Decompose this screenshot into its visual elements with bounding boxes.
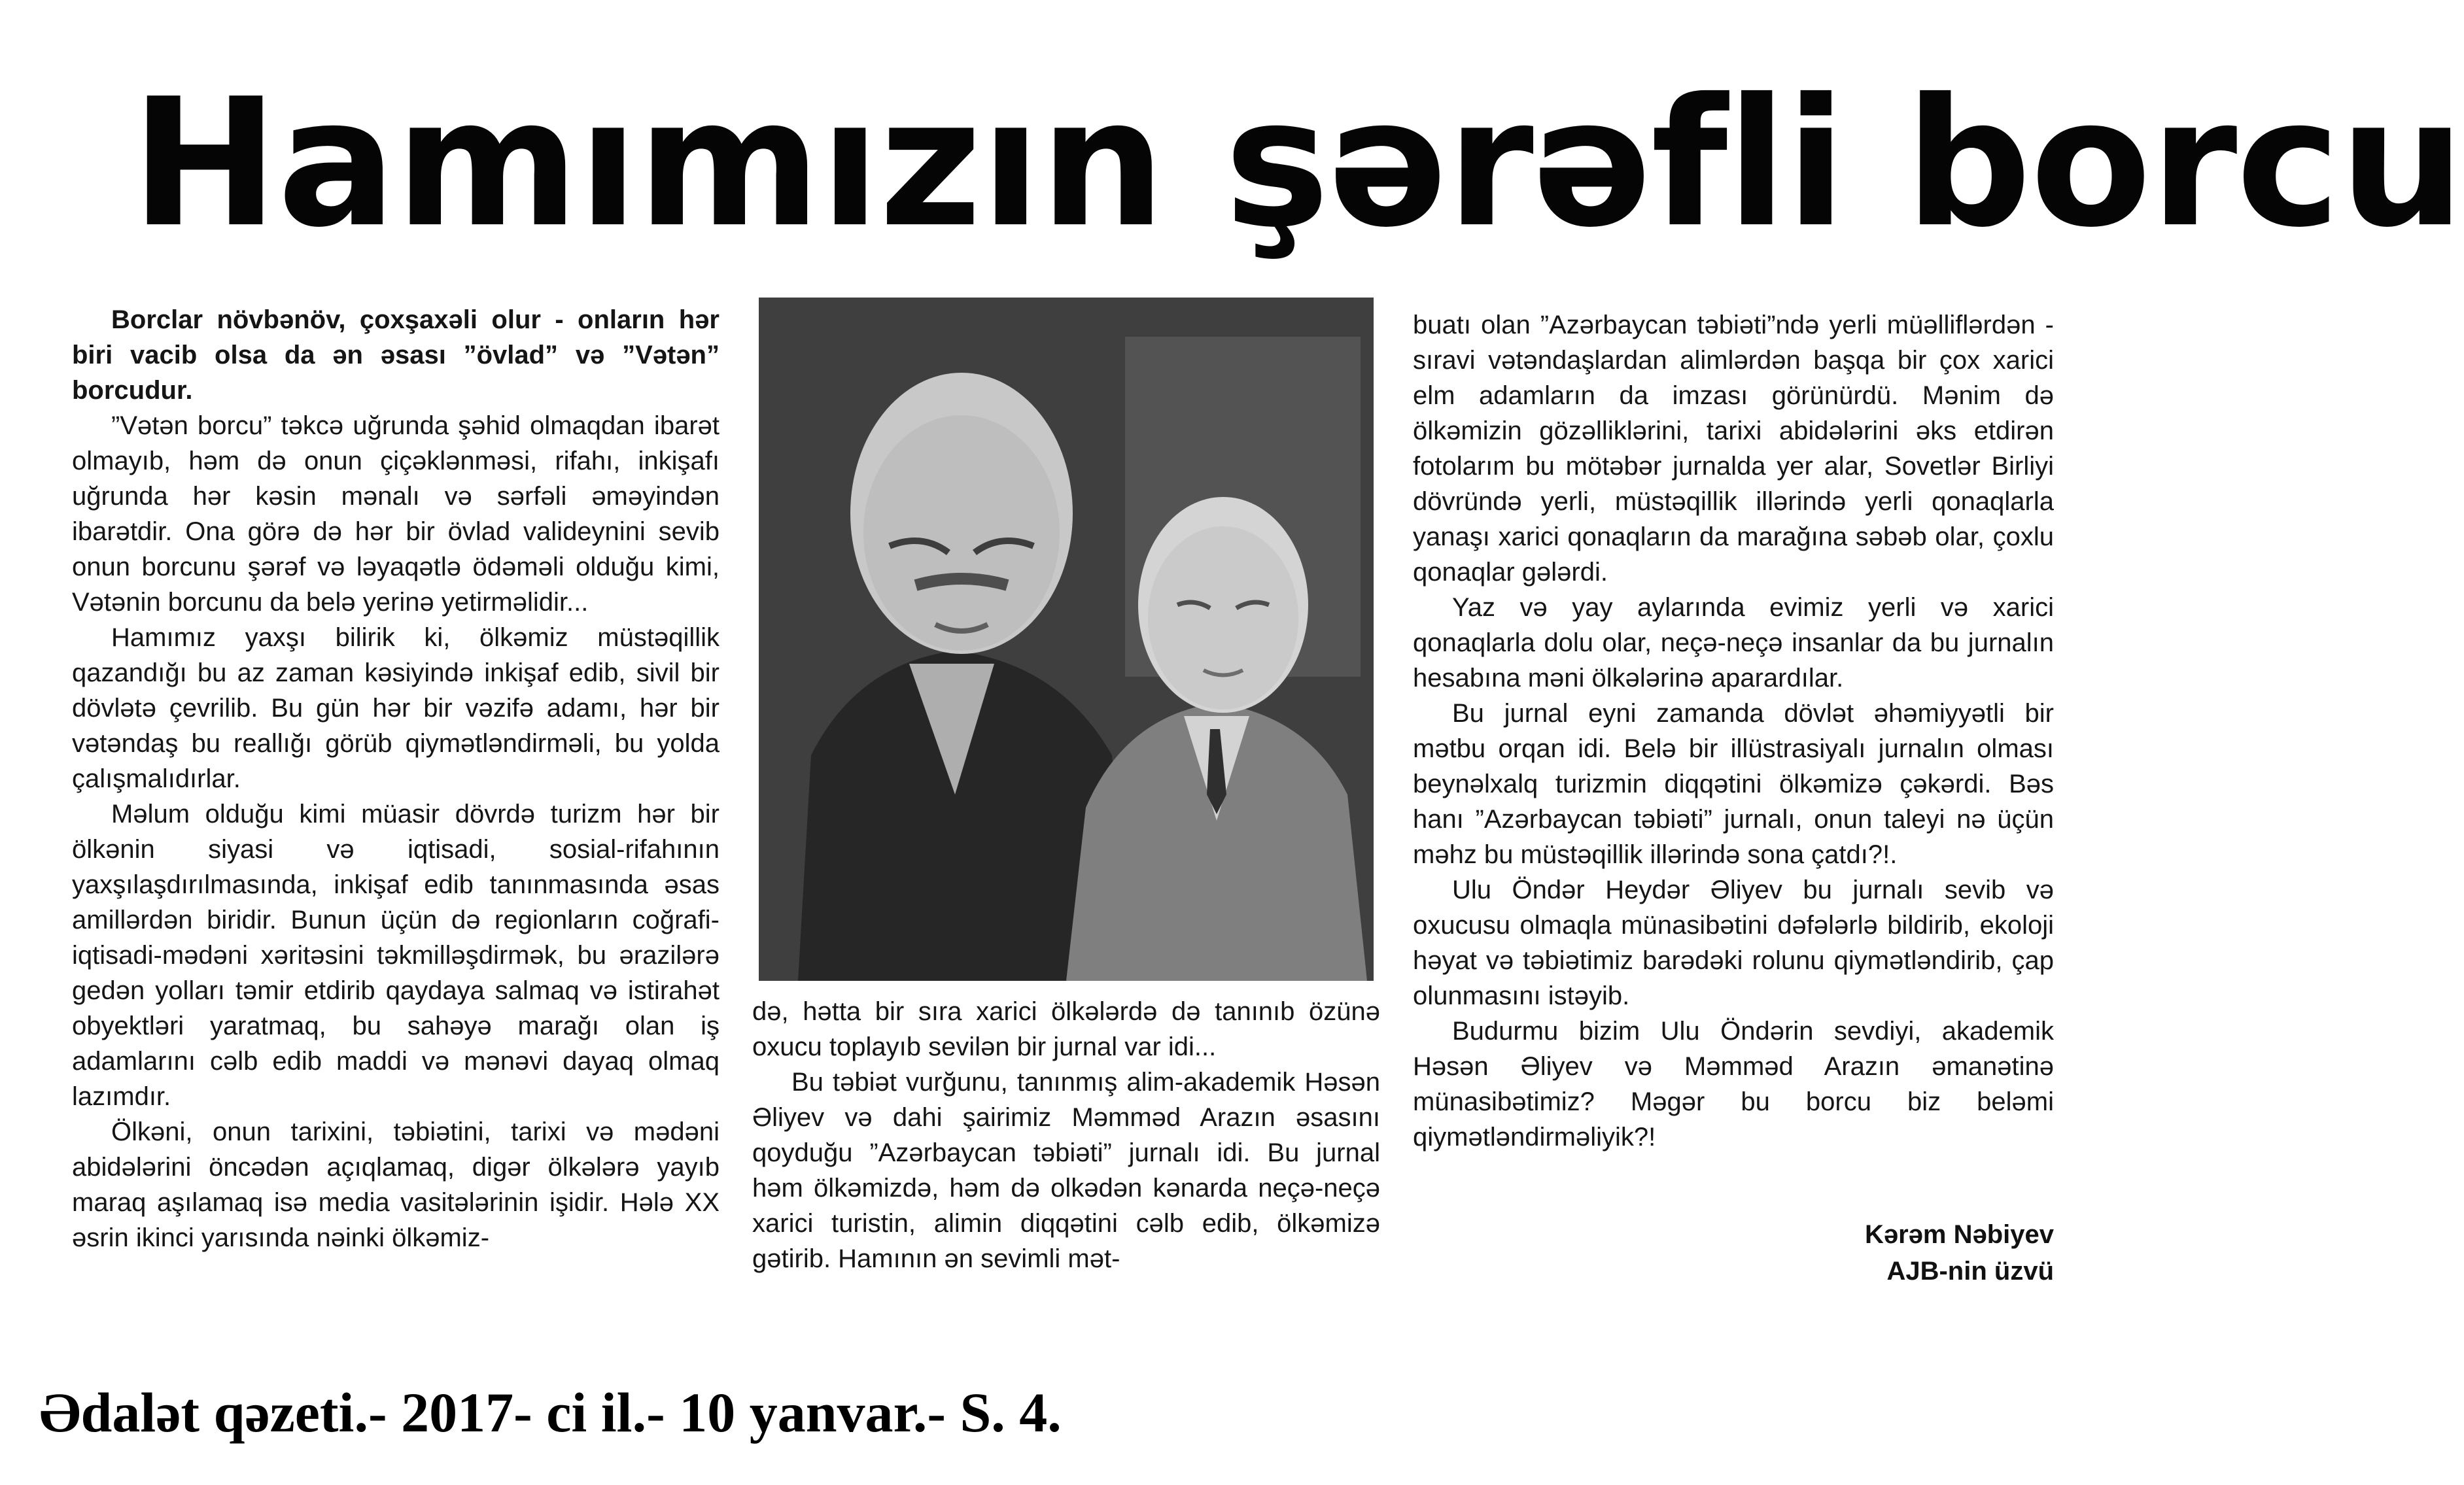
headline: Hamımızın şərəfli borcu xyxy=(131,60,2464,266)
paragraph: buatı olan ”Azərbaycan təbiəti”ndə yerli müəlliflərdən - sıravi vətəndaşlardan alimlərdən başqa bir çox xarici elm adamların da imzası görünürdü. Mənim də ölkəmizin gözəlliklərini, tarixi abidələrini əks etdirən fotolarım bu mötəbər jurnalda yer alar, Sovetlər Birliyi dövründə yerli, müstəqillik illərində yerli qonaqlarla yanaşı xarici qonaqların da marağına səbəb olar, çoxlu qonaqlar gələrdi. xyxy=(1413,311,2054,587)
paragraph: Ulu Öndər Heydər Əliyev bu jurnalı sevib və oxucusu olmaqla münasibətini dəfələrlə bildirib, ekoloji həyat və təbiətimiz barədəki rolunu qiymətləndirib, çap olunmasını istəyib. xyxy=(1413,876,2054,1010)
paragraph: Hamımız yaxşı bilirik ki, ölkəmiz müstəqillik qazandığı bu az zaman kəsiyində inkişaf edib, sivil bir dövlətə çevrilib. Bu gün hər bir vəzifə adamı, hər bir vətəndaş bu reallığı görüb qiymətləndirməli, bu yolda çalışmalıdırlar. xyxy=(72,623,720,793)
paragraph: Yaz və yay aylarında evimiz yerli və xarici qonaqlarla dolu olar, neçə-neçə insanlar da bu jurnalın hesabına məni ölkələrinə aparardılar. xyxy=(1413,593,2054,692)
paragraph: Ölkəni, onun tarixini, təbiətini, tarixi və mədəni abidələrini öncədən açıqlamaq, digər ölkələrə yayıb maraq aşılamaq isə media vasitələrinin işidir. Hələ XX əsrin ikinci yarısında nəinki ölkəmiz- xyxy=(72,1118,720,1252)
paragraph: Bu jurnal eyni zamanda dövlət əhəmiyyətli bir mətbu orqan idi. Belə bir illüstrasiyalı jurnalın olması beynəlxalq turizmin diqqətini ölkəmizə çəkərdi. Bəs hanı ”Azərbaycan təbiəti” jurnalı, onun taleyi nə üçün məhz bu müstəqillik illərində sona çatdı?!. xyxy=(1413,699,2054,869)
article-intro: Borclar növbənöv, çoxşaxəli olur - onların hər biri vacib olsa da ən əsası ”övlad” və ”Vətən” borcudur. xyxy=(72,305,720,405)
author-affiliation: AJB-nin üzvü xyxy=(1886,1257,2054,1286)
paragraph: Məlum olduğu kimi müasir dövrdə turizm hər bir ölkənin siyasi və iqtisadi, sosial-rifahının yaxşılaşdırılmasında, inkişaf edib tanınmasında əsas amillərdən biridir. Bunun üçün də regionların coğrafi-iqtisadi-mədəni xəritəsini təkmilləşdirmək, bu ərazilərə gedən yolları təmir etdirib qaydaya salmaq və istirahət obyektləri yaratmaq, bu sahəyə marağı olan iş adamlarını cəlb edib maddi və mənəvi dayaq olmaq lazımdır. xyxy=(72,800,720,1111)
article-column-1 xyxy=(72,302,720,1283)
paragraph: Bu təbiət vurğunu, tanınmış alim-akademik Həsən Əliyev və dahi şairimiz Məmməd Arazın əsasını qoyduğu ”Azərbaycan təbiəti” jurnalı idi. Bu jurnal həm ölkəmizdə, həm də olkədən kənarda neçə-neçə xarici turistin, alimin diqqətini cəlb edib, ölkəmizə gətirib. Hamının ən sevimli mət- xyxy=(752,1068,1380,1273)
article-photo xyxy=(759,298,1374,981)
source-citation: Ədalət qəzeti.- 2017- ci il.- 10 yanvar.- S. 4. xyxy=(39,1381,1062,1444)
author-signature xyxy=(1635,1216,2054,1295)
article-column-3 xyxy=(1413,307,2054,1327)
paragraph: ”Vətən borcu” təkcə uğrunda şəhid olmaqdan ibarət olmayıb, həm də onun çiçəklənməsi, rifahı, inkişafı uğrunda hər kəsin mənalı və sərfəli əməyindən ibarətdir. Ona görə də hər bir övlad valideynini sevib onun borcunu şərəf və ləyaqətlə ödəməli olduğu kimi, Vətənin borcunu da belə yerinə yetirməlidir... xyxy=(72,411,720,617)
article-column-2 xyxy=(752,994,1380,1288)
paragraph: Budurmu bizim Ulu Öndərin sevdiyi, akademik Həsən Əliyev və Məmməd Arazın əmanətinə münasibətimiz? Məgər bu borcu biz beləmi qiymətləndirməliyik?! xyxy=(1413,1017,2054,1152)
author-name: Kərəm Nəbiyev xyxy=(1864,1220,2054,1249)
paragraph: də, hətta bir sıra xarici ölkələrdə də tanınıb özünə oxucu toplayıb sevilən bir jurnal var idi... xyxy=(752,997,1380,1061)
